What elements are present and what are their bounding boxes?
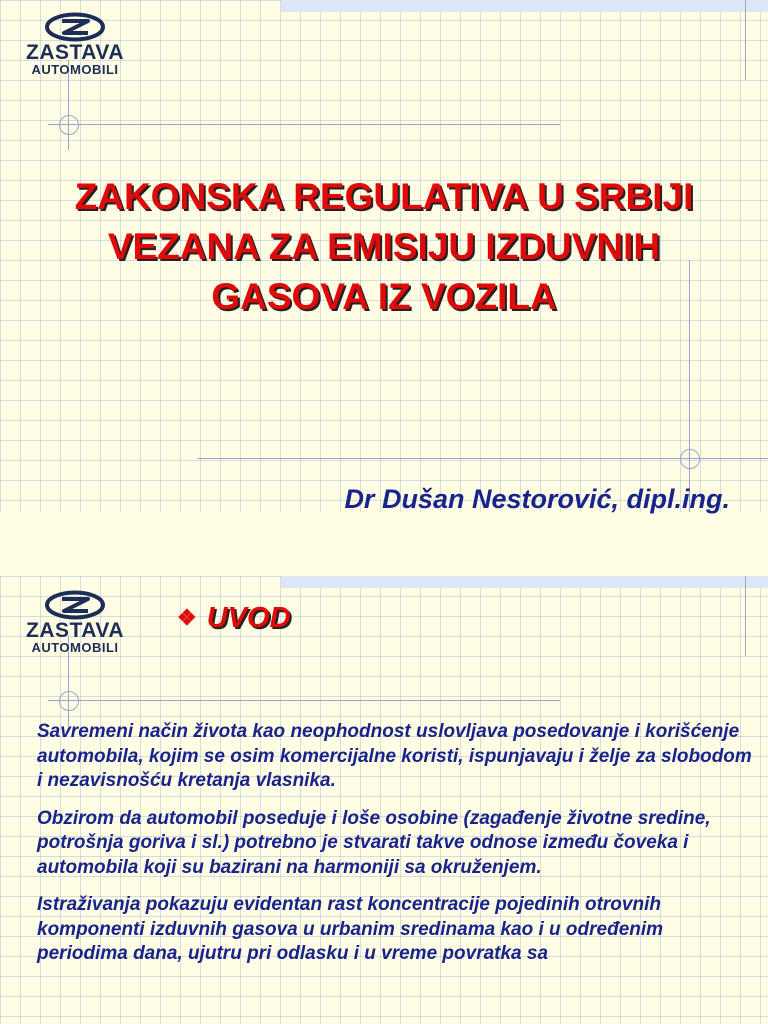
decor-line [745, 0, 746, 80]
decor-band [281, 0, 768, 12]
title-line: GASOVA IZ VOZILA [211, 276, 557, 317]
decor-circle [59, 115, 79, 135]
intro-paragraphs [37, 720, 757, 980]
zastava-emblem-icon [44, 590, 106, 620]
logo-sub-text: AUTOMOBILI [31, 640, 119, 655]
decor-line [48, 700, 560, 701]
logo-brand-text: ZASTAVA [26, 41, 124, 64]
decor-line [745, 576, 746, 656]
zastava-emblem-icon [44, 12, 106, 42]
paragraph: Savremeni način života kao neophodnost uslovljava posedovanje i korišćenje automobila, kojim se osim komercijalne koristi, ispunjavaju i želje za slobodom i nezavisnošću kretanja vlasnika. [37, 721, 752, 791]
paragraph: Obzirom da automobil poseduje i loše osobine (zagađenje životne sredine, potrošnja goriva i sl.) potrebno je stvarati takve odnose između čoveka i automobila koji su bazirani na harmoniji sa okruženjem. [37, 807, 711, 878]
author-name: Dr Dušan Nestorović, dipl.ing. [344, 484, 730, 514]
section-heading-text: UVOD [206, 602, 291, 634]
section-heading [177, 602, 291, 635]
title-line: ZAKONSKA REGULATIVA U SRBIJI [74, 176, 694, 217]
logo-brand-text: ZASTAVA [26, 619, 124, 642]
zastava-logo [22, 12, 128, 77]
zastava-logo [22, 590, 128, 655]
diamond-bullet-icon: ❖ [177, 605, 197, 630]
decor-line [48, 124, 560, 125]
paragraph: Istraživanja pokazuju evidentan rast koncentracije pojedinih otrovnih komponenti izduvnih gasova u urbanim sredinama kao i u određenim periodima dana, ujutru pri odlasku i u vreme povratka sa [37, 894, 664, 964]
decor-band [281, 576, 768, 588]
slide-title [0, 172, 768, 322]
title-line: VEZANA ZA EMISIJU IZDUVNIH [107, 226, 661, 267]
decor-circle [680, 449, 700, 469]
decor-circle [59, 691, 79, 711]
logo-sub-text: AUTOMOBILI [31, 62, 119, 77]
